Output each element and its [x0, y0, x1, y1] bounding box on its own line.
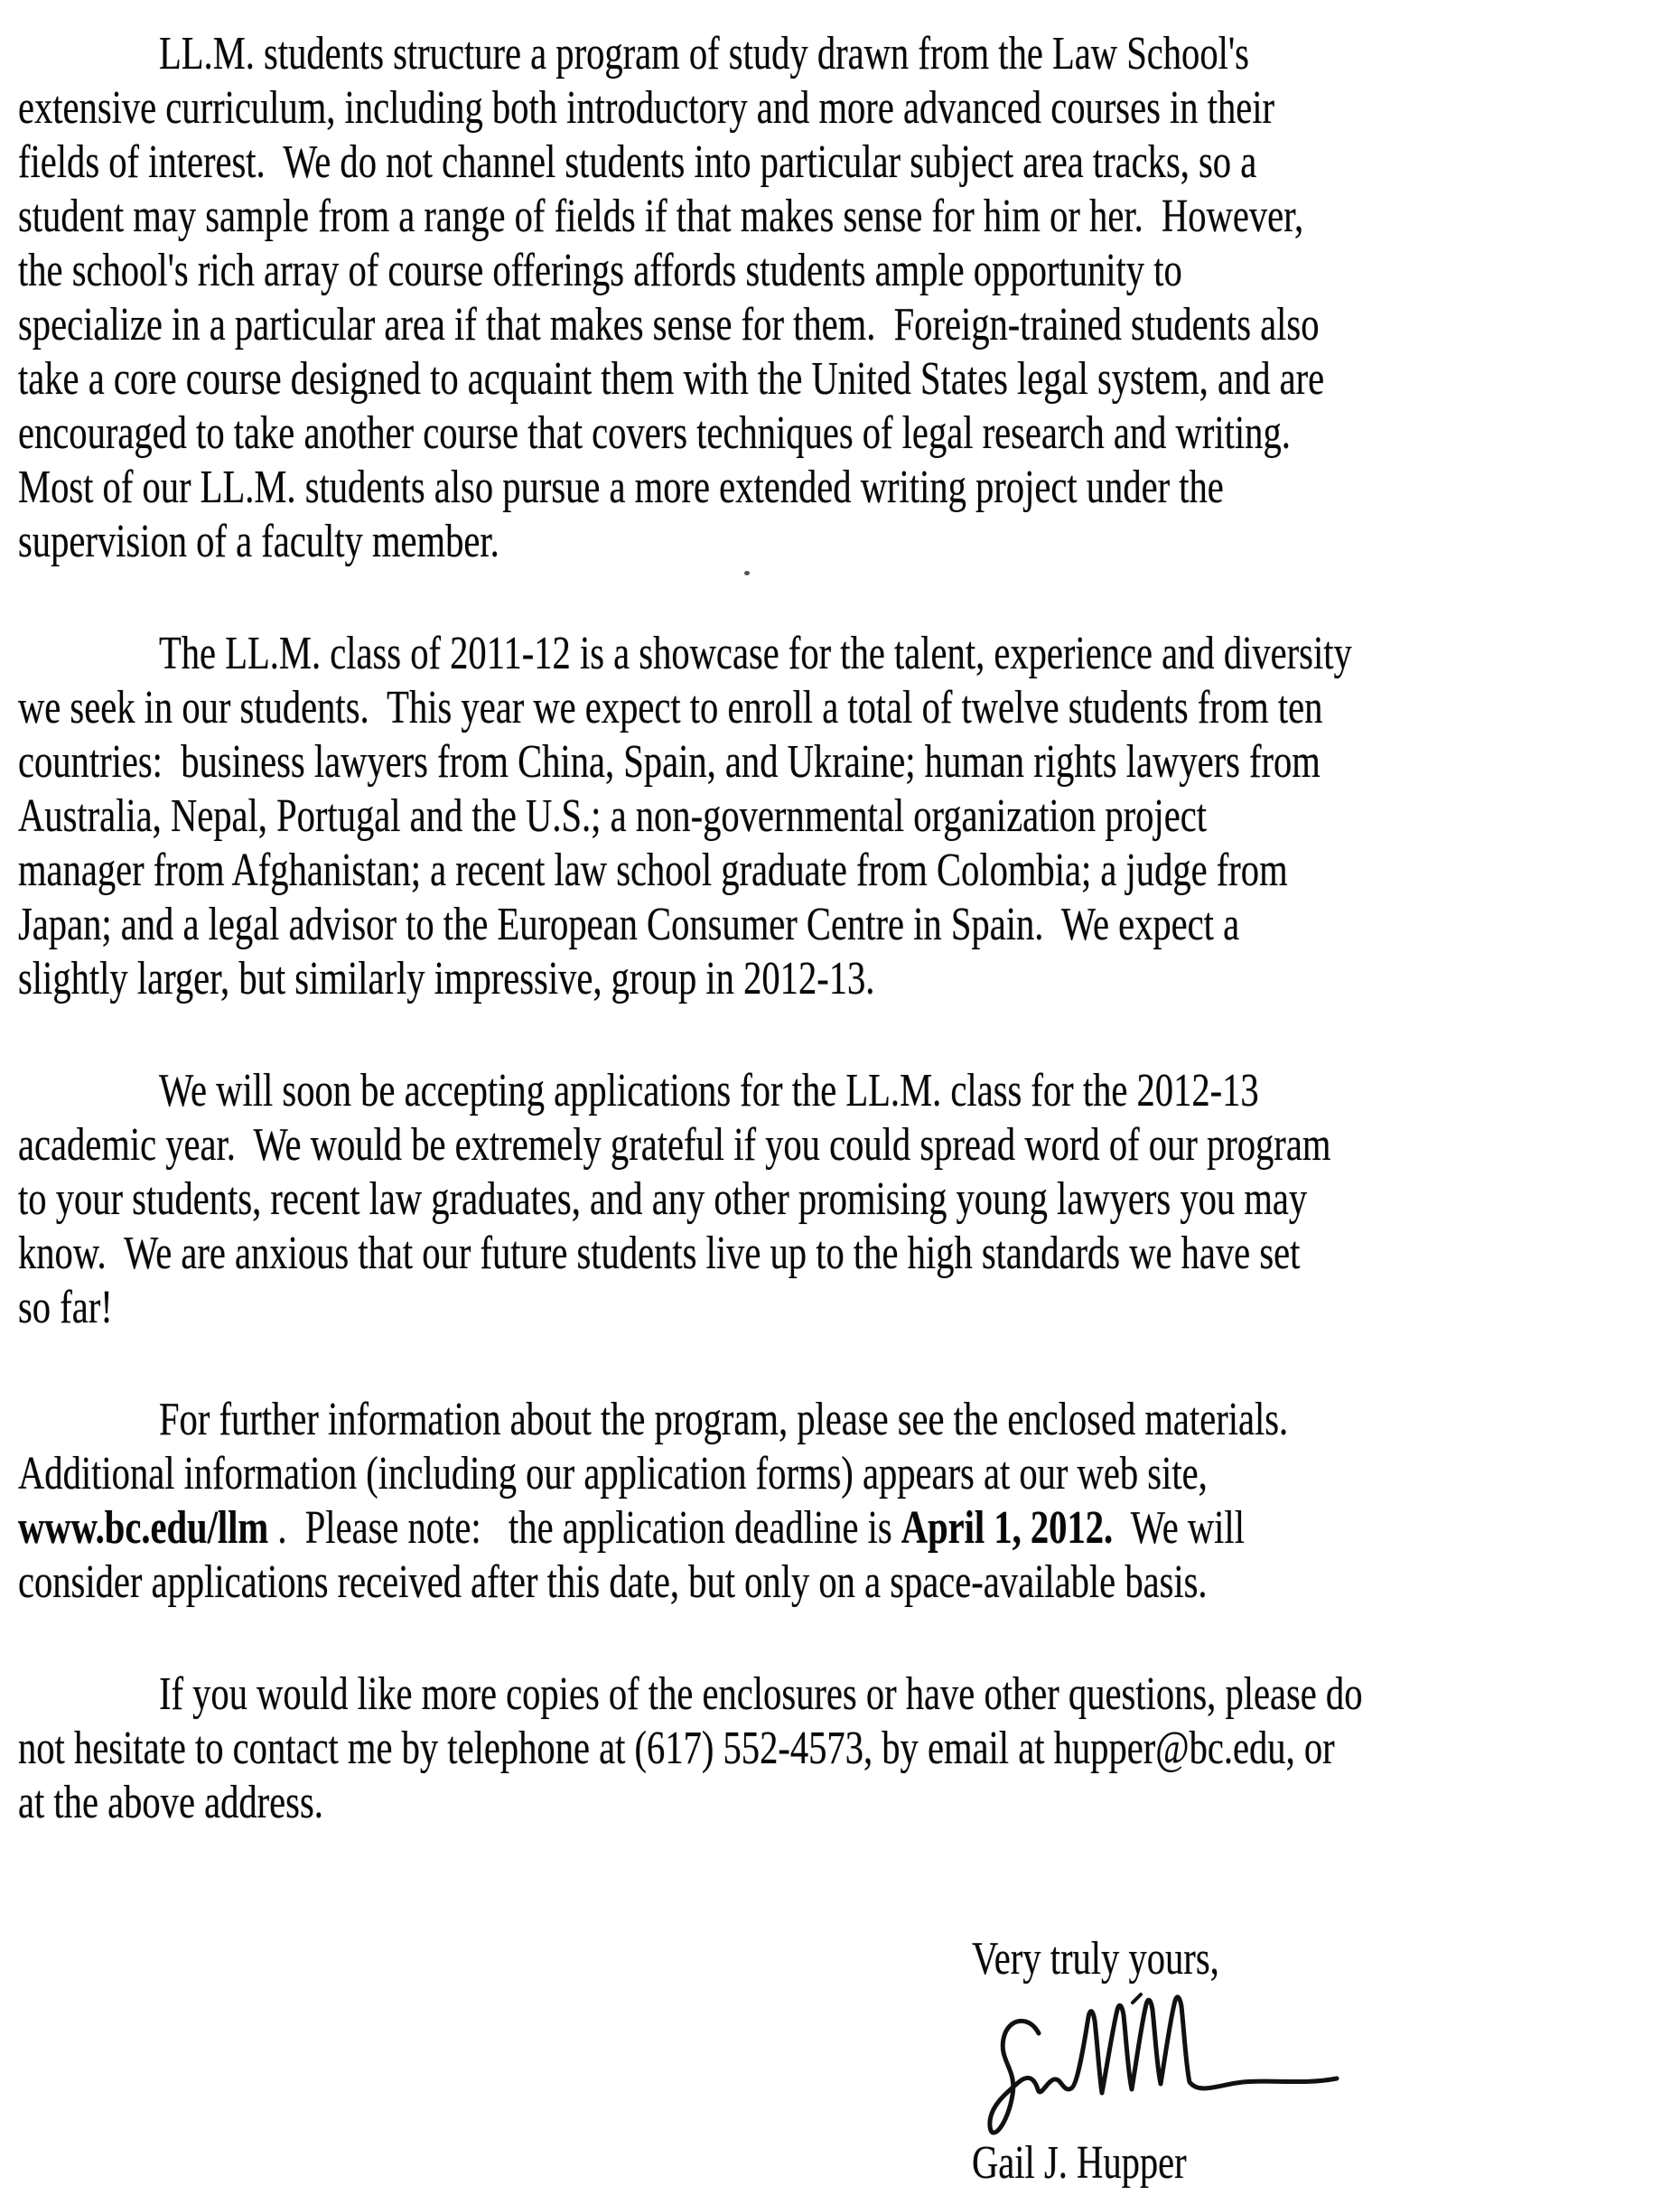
text-line [18, 1064, 1301, 1118]
text-run: . Please note: the application deadline is [268, 1502, 901, 1554]
text-run: at the above address. [18, 1777, 323, 1828]
text-line [18, 406, 1301, 461]
text-run: not hesitate to contact me by telephone at (617) 552-4573, by email at hupper@bc.edu, or [18, 1723, 1335, 1774]
text-run: know. We are anxious that our future students live up to the high standards we have set [18, 1228, 1301, 1279]
paragraph [18, 1064, 1662, 1335]
text-run: Most of our LL.M. students also pursue a more extended writing project under the [18, 462, 1224, 513]
text-line [18, 1172, 1308, 1227]
text-run: specialize in a particular area if that makes sense for them. Foreign-trained students also [18, 299, 1320, 350]
scan-artifact-speck [744, 571, 750, 575]
paragraph [18, 627, 1662, 1006]
text-run: manager from Afghanistan; a recent law school graduate from Colombia; a judge from [18, 845, 1288, 896]
text-run: We will [1113, 1502, 1245, 1554]
text-run: Australia, Nepal, Portugal and the U.S.; a non-governmental organization project [18, 790, 1207, 842]
text-line [18, 1447, 1301, 1501]
text-line [18, 298, 1320, 352]
text-line [18, 1393, 1301, 1447]
text-line [18, 681, 1323, 735]
text-line [18, 27, 1301, 81]
text-run: Additional information (including our application forms) appears at our web site, [18, 1448, 1208, 1499]
text-line [18, 461, 1301, 515]
text-line [18, 1281, 1301, 1335]
text-line [18, 515, 1301, 569]
text-line [18, 1501, 1301, 1555]
bold-text-run: www.bc.edu/llm [18, 1502, 269, 1554]
text-line [18, 844, 1301, 898]
text-line [18, 1227, 1301, 1281]
text-run: take a core course designed to acquaint them with the United States legal system, and are [18, 353, 1325, 405]
text-run: For further information about the program, please see the enclosed materials. [159, 1394, 1289, 1445]
text-run: to your students, recent law graduates, and any other promising young lawyers you may [18, 1173, 1308, 1225]
text-line [18, 789, 1301, 844]
text-line [18, 735, 1321, 789]
text-line [18, 244, 1301, 298]
text-run: consider applications received after this date, but only on a space-available basis. [18, 1556, 1208, 1608]
text-run: we seek in our students. This year we expect to enroll a total of twelve students from ten [18, 682, 1323, 733]
text-run: Japan; and a legal advisor to the European Consumer Centre in Spain. We expect a [18, 899, 1240, 950]
paragraph [18, 27, 1662, 569]
text-run: academic year. We would be extremely grateful if you could spread word of our program [18, 1119, 1331, 1171]
paragraph [18, 1667, 1662, 1830]
text-run: countries: business lawyers from China, Spain, and Ukraine; human rights lawyers from [18, 736, 1321, 788]
text-line [18, 352, 1325, 406]
text-line [18, 952, 1301, 1006]
text-run: slightly larger, but similarly impressive, group in 2012-13. [18, 953, 875, 1004]
text-line [18, 135, 1301, 190]
text-run: supervision of a faculty member. [18, 516, 499, 567]
text-line [18, 898, 1301, 952]
letter-paragraphs [18, 27, 1662, 1830]
text-run: We will soon be accepting applications for the LL.M. class for the 2012-13 [159, 1065, 1259, 1116]
text-run: encouraged to take another course that covers techniques of legal research and writing. [18, 407, 1291, 459]
bold-text-run: April 1, 2012. [901, 1502, 1114, 1554]
text-run: If you would like more copies of the enclosures or have other questions, please do [159, 1668, 1363, 1720]
letter-body [18, 27, 1662, 2190]
text-line [18, 1118, 1331, 1172]
text-run: student may sample from a range of fields if that makes sense for him or her. However, [18, 191, 1304, 242]
text-run: extensive curriculum, including both introductory and more advanced courses in their [18, 82, 1275, 134]
paragraph [18, 1393, 1662, 1610]
text-line [18, 1555, 1301, 1610]
text-run: LL.M. students structure a program of study drawn from the Law School's [159, 28, 1249, 79]
text-run: fields of interest. We do not channel students into particular subject area tracks, so a [18, 136, 1257, 188]
closing-block [972, 1932, 1662, 2190]
text-line [18, 1722, 1335, 1776]
valediction: Very truly yours, [972, 1933, 1219, 1985]
signatory-name: Gail J. Hupper [972, 2137, 1187, 2189]
text-line [18, 81, 1301, 135]
text-line [18, 1667, 1363, 1722]
text-line [18, 1776, 1301, 1830]
text-run: The LL.M. class of 2011-12 is a showcase for the talent, experience and diversity [159, 628, 1352, 679]
text-run: the school's rich array of course offerings affords students ample opportunity to [18, 245, 1182, 296]
text-line [18, 190, 1304, 244]
text-run: so far! [18, 1282, 113, 1333]
text-line [18, 627, 1352, 681]
